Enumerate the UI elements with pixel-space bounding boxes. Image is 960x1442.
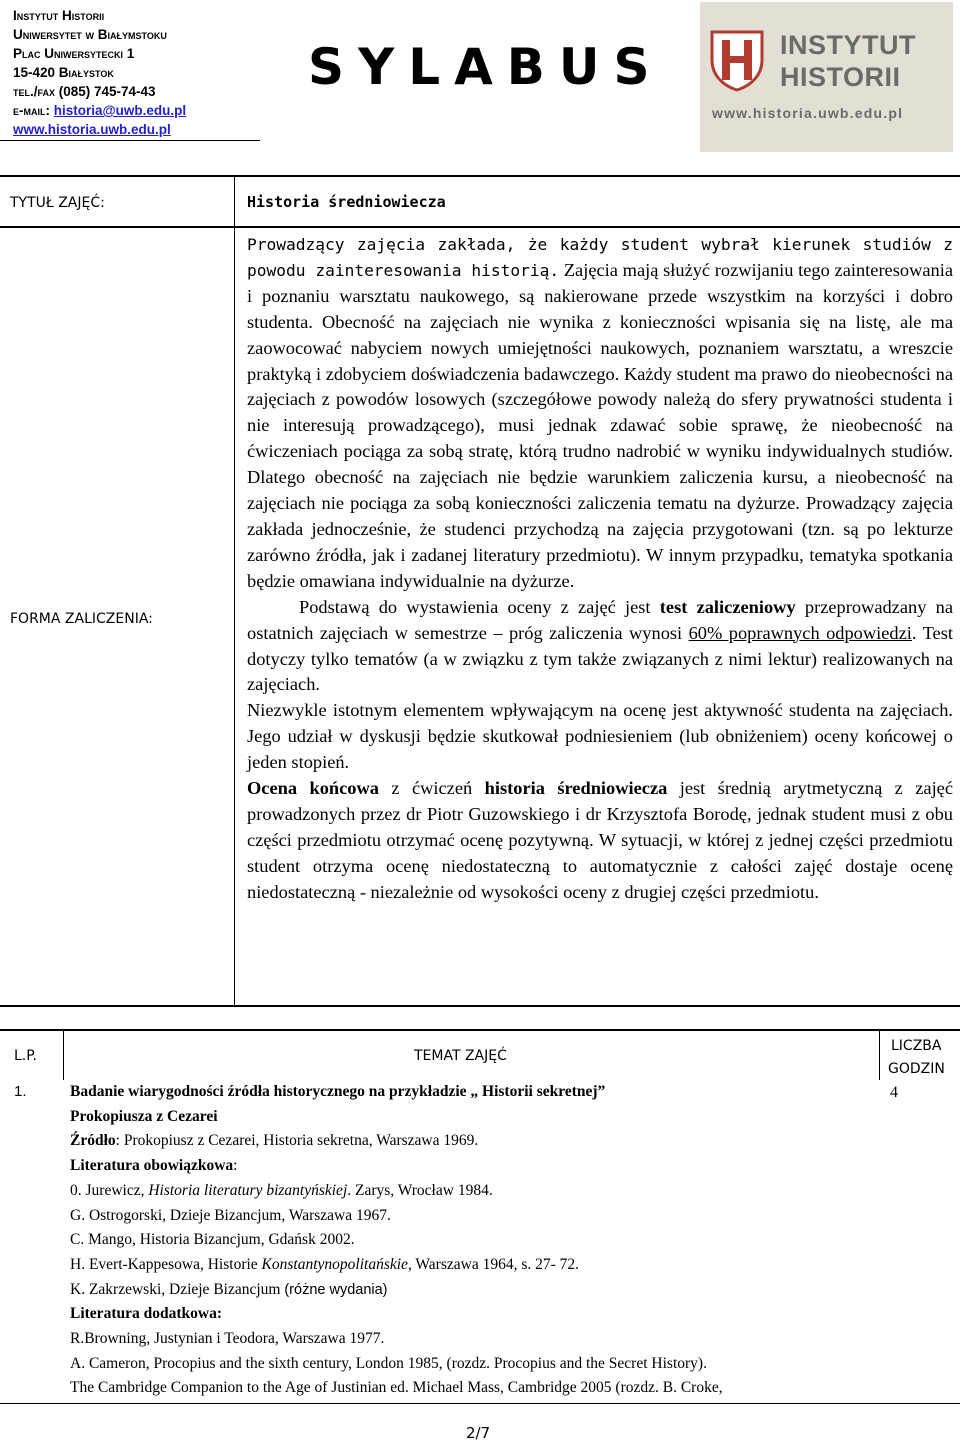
literature-item: A. Cameron, Procopius and the sixth century, London 1985, (rozdz. Procopius and the Secret History). [70, 1354, 707, 1372]
literature-item: G. Ostrogorski, Dzieje Bizancjum, Warszawa 1967. [70, 1206, 391, 1224]
col-header-hours-1: LICZBA [891, 1038, 942, 1054]
topics-col-divider [63, 1030, 64, 1080]
paragraph-activity: Niezwykle istotnym elementem wpływającym na ocenę jest aktywność studenta na zajęciach. Jego udział w dyskusji będzie skutkował podniesieniem (lub obniżeniem) oceny końcowej o jeden stopień. [247, 700, 953, 773]
text-run: , Warszawa 1964, s. 27- 72. [407, 1255, 580, 1273]
logo-text-line2: HISTORII [780, 62, 901, 92]
topic-title: Prokopiusza z Cezarei [70, 1107, 218, 1125]
text-run: : [233, 1157, 238, 1175]
source-text: : Prokopiusz z Cezarei, Historia sekretna, Warszawa 1969. [115, 1132, 479, 1150]
email-link[interactable]: historia@uwb.edu.pl [53, 103, 187, 118]
website-link[interactable]: www.historia.uwb.edu.pl [13, 122, 171, 137]
column-divider [234, 176, 235, 1006]
text-run: z ćwiczeń [378, 778, 485, 799]
topic-title: Badanie wiarygodności źródła historycznego na przykładzie „ Historii sekretnej” [70, 1083, 606, 1100]
text-run: H. Evert-Kappesowa, Historie [70, 1255, 262, 1273]
text-run: przeprowadzany na ostatnich zajęciach w semestrze – próg zaliczenia wynosi [247, 596, 953, 643]
text-run: jest średnią arytmetyczną z zajęć prowadzonych przez dr Piotr Guzowskiego i dr Krzysztofa Borodę, jednak student musi z obu części przedmiotu otrzymać ocenę pozytywną. W sytuacji, w której z jednej części przedmiotu student otrzyma ocenę niedostateczną to automatycznie z całości zajęć dostaje ocenę niedostateczną - niezależnie od wysokości oceny z drugiej części przedmiotu. [247, 778, 954, 902]
text-bold: Ocena końcowa [247, 778, 379, 799]
intro-rest: Zajęcia mają służyć rozwijaniu tego zainteresowania i poznaniu warsztatu naukowego, są nakierowane przede wszystkim na korzyści i dobro studenta. Obecność na zajęciach nie wynika z konieczności wpisania się na listę, ale ma zaowocować nabyciem nowych umiejętności naukowych, poznaniem warsztatu, a wreszcie praktyką i zdobyciem doświadczenia badawczego. Każdy student ma prawo do nieobecności na zajęciach z powodów losowych (szczegółowe powody należą do sfery prywatności studenta i nie interesują prowadzącego), musi jednak zdawać sobie sprawę, że nieobecność na ćwiczeniach pociąga za sobą stratę, którą trudno nadrobić w wyniku indywidualnych studiów. Dlatego obecność na zajęciach nie będzie warunkiem zaliczenia kursu, a nieobecność na zajęciach nie pociąga za sobą konieczności zaliczenia tematu na dyżurze. Prowadzący zajęcia zakłada jednocześnie, że studenci przychodzą na zajęcia przygotowani (tzn. są po lekturze zarówno źródła, jak i zadanej literatury przedmiotu). W innym przypadku, tematyka spotkania będzie omawiana indywidualnie na dyżurze. [247, 259, 953, 591]
paragraph-intro [247, 232, 953, 595]
col-header-num: L.P. [14, 1048, 37, 1064]
table-top-rule [0, 175, 960, 177]
literature-item: C. Mango, Historia Bizancjum, Gdańsk 2002. [70, 1231, 355, 1249]
table-bottom-rule [0, 1005, 960, 1007]
page-number: 2/7 [466, 1424, 491, 1442]
institute-logo [700, 2, 953, 152]
topics-col-divider [879, 1030, 880, 1080]
credit-form-label: FORMA ZALICZENIA: [10, 611, 153, 627]
source-line [70, 1129, 870, 1154]
institution-line: 15-420 Białystok [13, 65, 114, 80]
literature-item: The Cambridge Companion to the Age of Justinian ed. Michael Mass, Cambridge 2005 (rozdz. B. Croke, [70, 1379, 723, 1397]
col-header-hours-2: GODZIN [888, 1061, 945, 1077]
paragraph-final-grade [247, 776, 953, 906]
course-title-value: Historia średniowiecza [247, 193, 446, 211]
text-bold: historia średniowiecza [484, 778, 668, 799]
text-run: Podstawą do wystawienia oceny z zajęć jest [299, 596, 660, 617]
course-title-label: TYTUŁ ZAJĘĆ: [10, 195, 105, 211]
literature-item [70, 1179, 870, 1204]
institution-line: tel./fax (085) 745-74-43 [13, 84, 156, 99]
source-label: Źródło [70, 1132, 116, 1150]
text-run: K. Zakrzewski, Dzieje Bizancjum [70, 1280, 285, 1298]
institution-line: Uniwersytet w Białymstoku [13, 27, 167, 42]
row-number: 1. [14, 1083, 27, 1100]
email-line [13, 101, 263, 120]
literature-item [70, 1278, 870, 1303]
text-italic: Konstantynopolitańskie [261, 1255, 408, 1273]
topics-bottom-rule [0, 1403, 960, 1404]
paragraph-grading [247, 595, 953, 699]
text-run: . Test dotyczy tylko tematów (a w związku z tym także związanych z nimi lektur) realizowanych na zajęciach. [247, 622, 953, 695]
text-underline: 60% poprawnych odpowiedzi [688, 622, 912, 643]
topic-cell [70, 1080, 870, 1401]
header-divider [0, 140, 260, 141]
institution-line: Instytut Historii [13, 8, 105, 23]
logo-url: www.historia.uwb.edu.pl [712, 105, 904, 121]
col-header-topic: TEMAT ZAJĘĆ [414, 1048, 507, 1064]
text-run: (różne wydania) [284, 1281, 388, 1298]
intro-sentence: Prowadzący zajęcia zakłada, że każdy student wybrał kierunek studiów z powodu zainteresowania historią. [247, 235, 953, 280]
topics-top-rule [0, 1029, 960, 1031]
literature-item [70, 1253, 870, 1278]
email-label: e-mail: [13, 103, 54, 118]
required-lit-label [70, 1154, 870, 1179]
table-mid-rule [0, 226, 960, 228]
extra-lit-label: Literatura dodatkowa: [70, 1305, 222, 1323]
logo-text-line1: INSTYTUT [780, 30, 916, 60]
credit-form-description [247, 232, 953, 906]
row-hours: 4 [890, 1084, 898, 1101]
text-run: 0. Jurewicz, [70, 1181, 149, 1199]
text-bold: Literatura obowiązkowa [70, 1157, 234, 1175]
shield-h-icon [710, 30, 764, 92]
institution-line: Plac Uniwersytecki 1 [13, 46, 135, 61]
institution-address [13, 6, 263, 139]
text-run: . Zarys, Wrocław 1984. [347, 1181, 493, 1199]
literature-item: R.Browning, Justynian i Teodora, Warszawa 1977. [70, 1330, 385, 1348]
text-bold: test zaliczeniowy [659, 596, 796, 617]
page-title: SYLABUS [308, 38, 664, 96]
text-italic: Historia literatury bizantyńskiej [148, 1181, 348, 1199]
